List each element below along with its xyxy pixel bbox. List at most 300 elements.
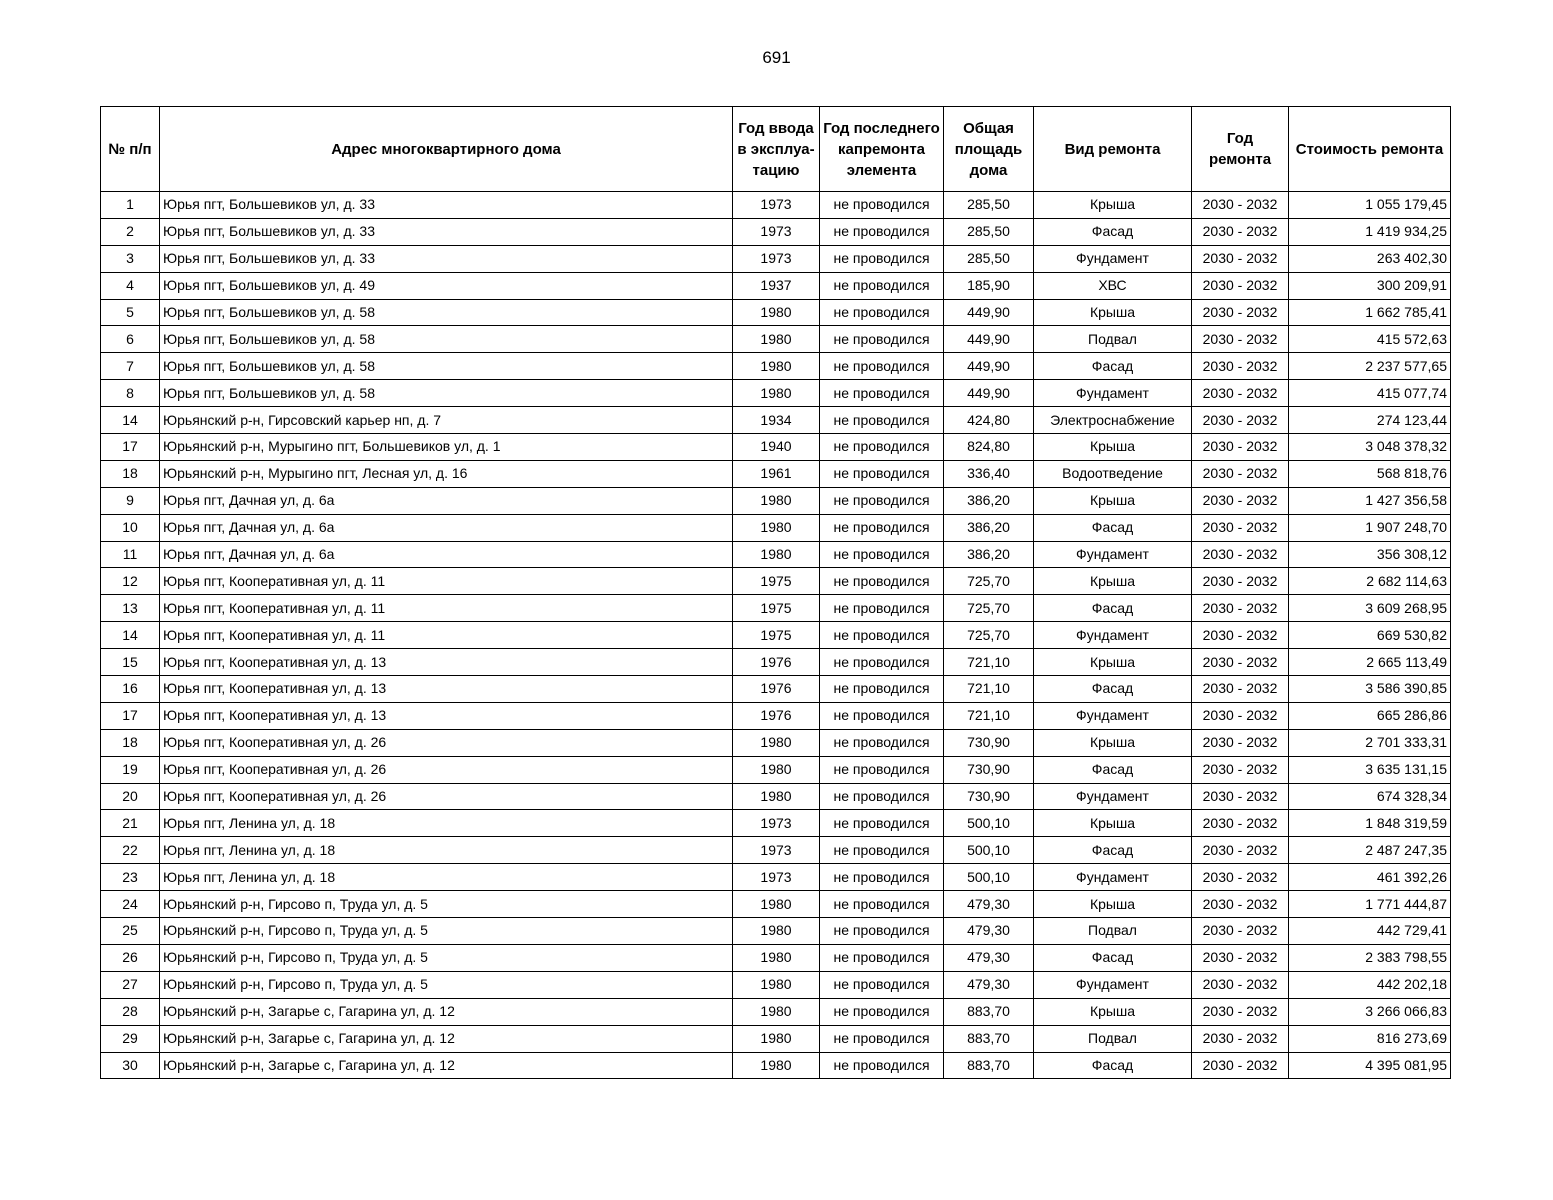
cell-num: 15 [101, 649, 160, 676]
table-row [101, 783, 1451, 810]
cell-address: Юрья пгт, Дачная ул, д. 6а [160, 487, 733, 514]
cell-repair-type: Крыша [1034, 729, 1192, 756]
cell-address: Юрьянский р-н, Гирсово п, Труда ул, д. 5 [160, 944, 733, 971]
table-row [101, 380, 1451, 407]
cell-last-repair: не проводился [820, 998, 944, 1025]
cell-year-built: 1980 [733, 514, 820, 541]
header-area: Общая площадь дома [944, 107, 1034, 192]
cell-repair-year: 2030 - 2032 [1192, 1052, 1289, 1079]
cell-year-built: 1975 [733, 622, 820, 649]
cell-cost: 3 635 131,15 [1289, 756, 1451, 783]
cell-last-repair: не проводился [820, 272, 944, 299]
cell-repair-type: Фасад [1034, 595, 1192, 622]
table-row [101, 622, 1451, 649]
header-address: Адрес многоквартирного дома [160, 107, 733, 192]
table-row [101, 541, 1451, 568]
table-row [101, 487, 1451, 514]
cell-address: Юрья пгт, Большевиков ул, д. 33 [160, 218, 733, 245]
cell-address: Юрья пгт, Кооперативная ул, д. 11 [160, 622, 733, 649]
table-header-row [101, 107, 1451, 192]
cell-last-repair: не проводился [820, 514, 944, 541]
cell-num: 28 [101, 998, 160, 1025]
header-cost: Стоимость ремонта [1289, 107, 1451, 192]
table-row [101, 810, 1451, 837]
cell-address: Юрьянский р-н, Гирсово п, Труда ул, д. 5 [160, 891, 733, 918]
cell-cost: 2 487 247,35 [1289, 837, 1451, 864]
cell-area: 479,30 [944, 918, 1034, 945]
cell-repair-year: 2030 - 2032 [1192, 729, 1289, 756]
cell-last-repair: не проводился [820, 353, 944, 380]
cell-address: Юрья пгт, Ленина ул, д. 18 [160, 810, 733, 837]
cell-address: Юрья пгт, Кооперативная ул, д. 11 [160, 595, 733, 622]
cell-cost: 665 286,86 [1289, 702, 1451, 729]
cell-area: 500,10 [944, 810, 1034, 837]
cell-cost: 461 392,26 [1289, 864, 1451, 891]
cell-repair-type: Фасад [1034, 218, 1192, 245]
cell-year-built: 1980 [733, 998, 820, 1025]
cell-year-built: 1980 [733, 944, 820, 971]
cell-repair-year: 2030 - 2032 [1192, 595, 1289, 622]
cell-area: 285,50 [944, 218, 1034, 245]
cell-area: 285,50 [944, 192, 1034, 219]
cell-area: 500,10 [944, 837, 1034, 864]
cell-year-built: 1980 [733, 326, 820, 353]
cell-cost: 415 077,74 [1289, 380, 1451, 407]
table-row [101, 729, 1451, 756]
cell-num: 17 [101, 434, 160, 461]
table-row [101, 1025, 1451, 1052]
cell-repair-year: 2030 - 2032 [1192, 783, 1289, 810]
cell-cost: 300 209,91 [1289, 272, 1451, 299]
cell-num: 17 [101, 702, 160, 729]
cell-year-built: 1976 [733, 676, 820, 703]
cell-address: Юрья пгт, Дачная ул, д. 6а [160, 541, 733, 568]
cell-last-repair: не проводился [820, 487, 944, 514]
cell-year-built: 1975 [733, 595, 820, 622]
cell-last-repair: не проводился [820, 918, 944, 945]
cell-last-repair: не проводился [820, 729, 944, 756]
cell-area: 479,30 [944, 891, 1034, 918]
cell-repair-year: 2030 - 2032 [1192, 192, 1289, 219]
cell-year-built: 1980 [733, 1052, 820, 1079]
cell-cost: 4 395 081,95 [1289, 1052, 1451, 1079]
cell-area: 386,20 [944, 514, 1034, 541]
cell-num: 18 [101, 460, 160, 487]
cell-year-built: 1940 [733, 434, 820, 461]
table-row [101, 245, 1451, 272]
cell-num: 5 [101, 299, 160, 326]
cell-repair-type: Фундамент [1034, 245, 1192, 272]
cell-repair-year: 2030 - 2032 [1192, 891, 1289, 918]
cell-year-built: 1980 [733, 756, 820, 783]
cell-num: 11 [101, 541, 160, 568]
cell-repair-year: 2030 - 2032 [1192, 299, 1289, 326]
cell-area: 725,70 [944, 595, 1034, 622]
cell-address: Юрья пгт, Кооперативная ул, д. 13 [160, 649, 733, 676]
cell-last-repair: не проводился [820, 783, 944, 810]
cell-repair-type: Фундамент [1034, 783, 1192, 810]
table-row [101, 971, 1451, 998]
cell-repair-type: Электроснабжение [1034, 407, 1192, 434]
cell-repair-type: Крыша [1034, 998, 1192, 1025]
cell-last-repair: не проводился [820, 218, 944, 245]
cell-repair-year: 2030 - 2032 [1192, 998, 1289, 1025]
cell-year-built: 1937 [733, 272, 820, 299]
cell-year-built: 1980 [733, 353, 820, 380]
cell-repair-type: Фасад [1034, 514, 1192, 541]
cell-area: 721,10 [944, 702, 1034, 729]
header-num: № п/п [101, 107, 160, 192]
cell-repair-type: Крыша [1034, 891, 1192, 918]
table-row [101, 918, 1451, 945]
cell-num: 16 [101, 676, 160, 703]
cell-cost: 442 729,41 [1289, 918, 1451, 945]
cell-year-built: 1961 [733, 460, 820, 487]
cell-cost: 274 123,44 [1289, 407, 1451, 434]
header-year-built: Год ввода в эксплуа-тацию [733, 107, 820, 192]
cell-address: Юрья пгт, Большевиков ул, д. 58 [160, 380, 733, 407]
cell-year-built: 1980 [733, 918, 820, 945]
cell-address: Юрья пгт, Большевиков ул, д. 33 [160, 245, 733, 272]
cell-area: 725,70 [944, 568, 1034, 595]
cell-cost: 3 586 390,85 [1289, 676, 1451, 703]
cell-address: Юрья пгт, Кооперативная ул, д. 26 [160, 756, 733, 783]
cell-address: Юрья пгт, Кооперативная ул, д. 13 [160, 702, 733, 729]
cell-num: 25 [101, 918, 160, 945]
cell-num: 27 [101, 971, 160, 998]
cell-repair-year: 2030 - 2032 [1192, 676, 1289, 703]
cell-repair-year: 2030 - 2032 [1192, 864, 1289, 891]
cell-last-repair: не проводился [820, 595, 944, 622]
cell-repair-type: Фасад [1034, 1052, 1192, 1079]
cell-last-repair: не проводился [820, 944, 944, 971]
cell-repair-type: Фундамент [1034, 380, 1192, 407]
cell-repair-type: Фундамент [1034, 971, 1192, 998]
cell-repair-type: Фундамент [1034, 864, 1192, 891]
cell-cost: 669 530,82 [1289, 622, 1451, 649]
cell-cost: 1 848 319,59 [1289, 810, 1451, 837]
cell-last-repair: не проводился [820, 326, 944, 353]
cell-year-built: 1980 [733, 487, 820, 514]
cell-repair-year: 2030 - 2032 [1192, 218, 1289, 245]
cell-year-built: 1980 [733, 729, 820, 756]
cell-last-repair: не проводился [820, 245, 944, 272]
table-row [101, 891, 1451, 918]
cell-repair-year: 2030 - 2032 [1192, 649, 1289, 676]
cell-repair-type: Подвал [1034, 918, 1192, 945]
cell-repair-type: Крыша [1034, 487, 1192, 514]
header-repair-type: Вид ремонта [1034, 107, 1192, 192]
cell-area: 721,10 [944, 649, 1034, 676]
header-repair-year: Год ремонта [1192, 107, 1289, 192]
cell-last-repair: не проводился [820, 299, 944, 326]
cell-repair-type: Крыша [1034, 192, 1192, 219]
table-row [101, 326, 1451, 353]
cell-repair-year: 2030 - 2032 [1192, 568, 1289, 595]
cell-area: 730,90 [944, 729, 1034, 756]
cell-address: Юрьянский р-н, Загарье с, Гагарина ул, д. 12 [160, 1025, 733, 1052]
table-row [101, 864, 1451, 891]
cell-address: Юрья пгт, Кооперативная ул, д. 11 [160, 568, 733, 595]
table-row [101, 944, 1451, 971]
cell-num: 3 [101, 245, 160, 272]
cell-last-repair: не проводился [820, 568, 944, 595]
cell-last-repair: не проводился [820, 649, 944, 676]
cell-num: 18 [101, 729, 160, 756]
cell-num: 9 [101, 487, 160, 514]
cell-num: 22 [101, 837, 160, 864]
cell-area: 336,40 [944, 460, 1034, 487]
cell-repair-type: Фундамент [1034, 702, 1192, 729]
cell-address: Юрья пгт, Кооперативная ул, д. 13 [160, 676, 733, 703]
cell-address: Юрьянский р-н, Гирсово п, Труда ул, д. 5 [160, 971, 733, 998]
cell-address: Юрья пгт, Большевиков ул, д. 58 [160, 353, 733, 380]
cell-cost: 1 907 248,70 [1289, 514, 1451, 541]
cell-cost: 1 055 179,45 [1289, 192, 1451, 219]
cell-repair-year: 2030 - 2032 [1192, 622, 1289, 649]
cell-area: 883,70 [944, 1052, 1034, 1079]
cell-num: 21 [101, 810, 160, 837]
cell-last-repair: не проводился [820, 810, 944, 837]
cell-num: 23 [101, 864, 160, 891]
cell-cost: 3 609 268,95 [1289, 595, 1451, 622]
cell-year-built: 1980 [733, 783, 820, 810]
table-row [101, 353, 1451, 380]
cell-year-built: 1975 [733, 568, 820, 595]
table-row [101, 272, 1451, 299]
cell-address: Юрья пгт, Дачная ул, д. 6а [160, 514, 733, 541]
cell-repair-year: 2030 - 2032 [1192, 514, 1289, 541]
cell-repair-year: 2030 - 2032 [1192, 1025, 1289, 1052]
cell-area: 185,90 [944, 272, 1034, 299]
cell-year-built: 1980 [733, 380, 820, 407]
cell-area: 449,90 [944, 299, 1034, 326]
cell-year-built: 1976 [733, 702, 820, 729]
cell-num: 6 [101, 326, 160, 353]
cell-last-repair: не проводился [820, 756, 944, 783]
cell-last-repair: не проводился [820, 380, 944, 407]
cell-num: 29 [101, 1025, 160, 1052]
cell-cost: 2 383 798,55 [1289, 944, 1451, 971]
cell-num: 4 [101, 272, 160, 299]
cell-repair-type: Фасад [1034, 944, 1192, 971]
cell-cost: 2 701 333,31 [1289, 729, 1451, 756]
cell-cost: 2 682 114,63 [1289, 568, 1451, 595]
cell-repair-year: 2030 - 2032 [1192, 326, 1289, 353]
cell-year-built: 1973 [733, 864, 820, 891]
table-row [101, 192, 1451, 219]
cell-year-built: 1973 [733, 192, 820, 219]
cell-num: 19 [101, 756, 160, 783]
cell-address: Юрьянский р-н, Гирсовский карьер нп, д. 7 [160, 407, 733, 434]
cell-address: Юрья пгт, Большевиков ул, д. 49 [160, 272, 733, 299]
cell-area: 479,30 [944, 971, 1034, 998]
cell-address: Юрьянский р-н, Гирсово п, Труда ул, д. 5 [160, 918, 733, 945]
cell-address: Юрьянский р-н, Загарье с, Гагарина ул, д. 12 [160, 998, 733, 1025]
cell-year-built: 1980 [733, 299, 820, 326]
cell-year-built: 1980 [733, 1025, 820, 1052]
table-row [101, 568, 1451, 595]
cell-repair-year: 2030 - 2032 [1192, 971, 1289, 998]
cell-last-repair: не проводился [820, 192, 944, 219]
cell-num: 1 [101, 192, 160, 219]
cell-cost: 263 402,30 [1289, 245, 1451, 272]
cell-num: 26 [101, 944, 160, 971]
cell-num: 13 [101, 595, 160, 622]
cell-repair-year: 2030 - 2032 [1192, 380, 1289, 407]
cell-last-repair: не проводился [820, 434, 944, 461]
cell-area: 824,80 [944, 434, 1034, 461]
cell-repair-year: 2030 - 2032 [1192, 541, 1289, 568]
cell-address: Юрья пгт, Кооперативная ул, д. 26 [160, 783, 733, 810]
cell-repair-type: Подвал [1034, 326, 1192, 353]
cell-repair-year: 2030 - 2032 [1192, 918, 1289, 945]
cell-area: 730,90 [944, 783, 1034, 810]
cell-cost: 1 662 785,41 [1289, 299, 1451, 326]
table-row [101, 1052, 1451, 1079]
cell-repair-type: Крыша [1034, 299, 1192, 326]
cell-repair-year: 2030 - 2032 [1192, 487, 1289, 514]
cell-area: 449,90 [944, 380, 1034, 407]
cell-cost: 2 237 577,65 [1289, 353, 1451, 380]
cell-area: 883,70 [944, 1025, 1034, 1052]
cell-num: 2 [101, 218, 160, 245]
cell-cost: 568 818,76 [1289, 460, 1451, 487]
cell-year-built: 1980 [733, 891, 820, 918]
table-row [101, 756, 1451, 783]
cell-last-repair: не проводился [820, 864, 944, 891]
cell-num: 24 [101, 891, 160, 918]
repair-table [100, 106, 1451, 1079]
cell-repair-type: Фундамент [1034, 541, 1192, 568]
cell-area: 285,50 [944, 245, 1034, 272]
cell-repair-type: ХВС [1034, 272, 1192, 299]
cell-address: Юрья пгт, Большевиков ул, д. 58 [160, 326, 733, 353]
cell-repair-type: Фасад [1034, 756, 1192, 783]
cell-last-repair: не проводился [820, 837, 944, 864]
table-row [101, 998, 1451, 1025]
cell-repair-year: 2030 - 2032 [1192, 944, 1289, 971]
table-row [101, 407, 1451, 434]
table-row [101, 218, 1451, 245]
cell-repair-type: Крыша [1034, 649, 1192, 676]
cell-area: 883,70 [944, 998, 1034, 1025]
cell-repair-year: 2030 - 2032 [1192, 353, 1289, 380]
cell-num: 30 [101, 1052, 160, 1079]
table-row [101, 702, 1451, 729]
cell-repair-type: Крыша [1034, 434, 1192, 461]
cell-cost: 816 273,69 [1289, 1025, 1451, 1052]
cell-year-built: 1980 [733, 541, 820, 568]
cell-num: 12 [101, 568, 160, 595]
cell-repair-year: 2030 - 2032 [1192, 837, 1289, 864]
table-row [101, 514, 1451, 541]
cell-cost: 1 427 356,58 [1289, 487, 1451, 514]
cell-repair-year: 2030 - 2032 [1192, 434, 1289, 461]
cell-cost: 2 665 113,49 [1289, 649, 1451, 676]
cell-area: 424,80 [944, 407, 1034, 434]
cell-repair-type: Фасад [1034, 353, 1192, 380]
cell-area: 386,20 [944, 487, 1034, 514]
cell-cost: 1 419 934,25 [1289, 218, 1451, 245]
cell-repair-year: 2030 - 2032 [1192, 460, 1289, 487]
cell-num: 20 [101, 783, 160, 810]
cell-repair-year: 2030 - 2032 [1192, 272, 1289, 299]
table-row [101, 649, 1451, 676]
table-row [101, 837, 1451, 864]
cell-cost: 356 308,12 [1289, 541, 1451, 568]
cell-num: 7 [101, 353, 160, 380]
cell-address: Юрья пгт, Большевиков ул, д. 33 [160, 192, 733, 219]
cell-num: 8 [101, 380, 160, 407]
cell-year-built: 1980 [733, 971, 820, 998]
cell-cost: 3 266 066,83 [1289, 998, 1451, 1025]
cell-last-repair: не проводился [820, 460, 944, 487]
cell-last-repair: не проводился [820, 676, 944, 703]
cell-repair-year: 2030 - 2032 [1192, 810, 1289, 837]
cell-num: 10 [101, 514, 160, 541]
cell-last-repair: не проводился [820, 1025, 944, 1052]
cell-last-repair: не проводился [820, 622, 944, 649]
cell-repair-type: Водоотведение [1034, 460, 1192, 487]
cell-year-built: 1973 [733, 245, 820, 272]
cell-repair-year: 2030 - 2032 [1192, 407, 1289, 434]
table-row [101, 299, 1451, 326]
cell-address: Юрья пгт, Большевиков ул, д. 58 [160, 299, 733, 326]
table-body [101, 192, 1451, 1079]
cell-last-repair: не проводился [820, 541, 944, 568]
cell-cost: 415 572,63 [1289, 326, 1451, 353]
cell-address: Юрья пгт, Кооперативная ул, д. 26 [160, 729, 733, 756]
header-last-repair: Год последнего капремонта элемента [820, 107, 944, 192]
cell-repair-type: Крыша [1034, 810, 1192, 837]
cell-repair-type: Фасад [1034, 837, 1192, 864]
table-row [101, 460, 1451, 487]
cell-year-built: 1934 [733, 407, 820, 434]
table-row [101, 434, 1451, 461]
page-number: 691 [762, 48, 791, 67]
cell-cost: 442 202,18 [1289, 971, 1451, 998]
cell-address: Юрьянский р-н, Мурыгино пгт, Лесная ул, д. 16 [160, 460, 733, 487]
cell-last-repair: не проводился [820, 702, 944, 729]
cell-year-built: 1973 [733, 837, 820, 864]
cell-last-repair: не проводился [820, 407, 944, 434]
cell-repair-year: 2030 - 2032 [1192, 245, 1289, 272]
cell-repair-type: Фундамент [1034, 622, 1192, 649]
cell-last-repair: не проводился [820, 1052, 944, 1079]
cell-area: 500,10 [944, 864, 1034, 891]
cell-area: 449,90 [944, 353, 1034, 380]
cell-year-built: 1973 [733, 218, 820, 245]
cell-repair-type: Фасад [1034, 676, 1192, 703]
cell-area: 479,30 [944, 944, 1034, 971]
table-row [101, 676, 1451, 703]
cell-area: 730,90 [944, 756, 1034, 783]
cell-num: 14 [101, 622, 160, 649]
cell-area: 721,10 [944, 676, 1034, 703]
cell-repair-type: Подвал [1034, 1025, 1192, 1052]
cell-area: 725,70 [944, 622, 1034, 649]
cell-last-repair: не проводился [820, 971, 944, 998]
cell-repair-year: 2030 - 2032 [1192, 756, 1289, 783]
cell-cost: 1 771 444,87 [1289, 891, 1451, 918]
cell-num: 14 [101, 407, 160, 434]
cell-cost: 674 328,34 [1289, 783, 1451, 810]
cell-year-built: 1973 [733, 810, 820, 837]
cell-address: Юрьянский р-н, Мурыгино пгт, Большевиков ул, д. 1 [160, 434, 733, 461]
cell-address: Юрья пгт, Ленина ул, д. 18 [160, 837, 733, 864]
cell-repair-year: 2030 - 2032 [1192, 702, 1289, 729]
